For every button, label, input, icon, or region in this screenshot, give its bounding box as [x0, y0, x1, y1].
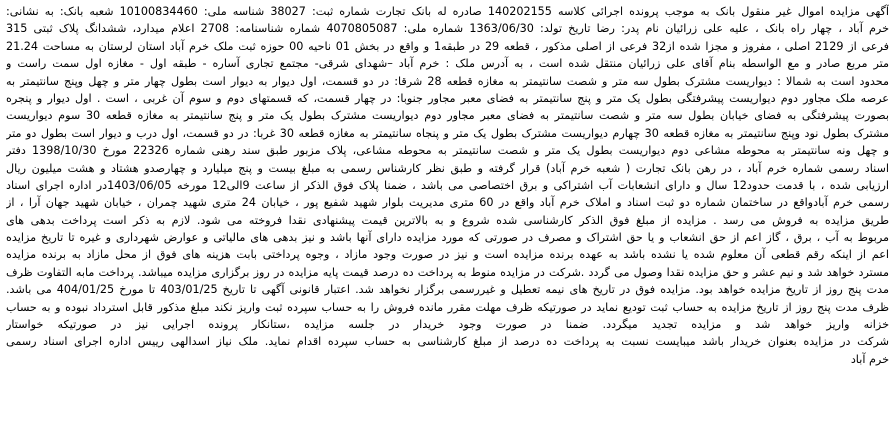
notice-line: عرصه ملک مجاور دوم دیواریست پیشرفتگی بطول یک متر و پنج سانتیمتر به فضای معبر مجاور جنوبا: در چهار قسمت، که قسمتهای دوم و سوم آن غربی ، است . اول دیوار و پنجره [6, 91, 889, 105]
notice-line: اعم از اینکه رقم قطعی آن معلوم شده یا نشده باشد به عهده برنده مزایده است و نیز در صورت وجود مازاد ، وجوه پرداختی بابت هزینه های فوق از محل مازاد به برنده مزایده [6, 248, 889, 262]
notice-line: محدود است به شمالا : دیواریست مشترک بطول سه متر و شصت سانتیمتر به مغازه قطعه 28 شرقا: در دو قسمت، اول دیوار به دیوار است بطول چهار متر و چهل وپنج سانتیمتر به [6, 74, 889, 88]
notice-line: آگهی مزایده اموال غیر منقول بانک به موجب پرونده اجرائی کلاسه 140202155 صادره له بانک تجارت شماره ثبت: 38027 شناسه ملی: 10100834460 شعبه بانک: به نشانی: [6, 5, 889, 18]
notice-line: خرم آباد ، چهار راه بانک ، علیه علی زرائیان نام پدر: رضا تاریخ تولد: 1363/06/30 شماره ملی: 4070805087 شماره شناسنامه: 2708 اعلام میدارد، ششدانگ پلاک ثبتی 315 [6, 22, 889, 36]
notice-line: مشترک بطول نود وپنج سانتیمتر به مغازه قطعه 30 چهارم دیواریست مشترک بطول یک متر و پنجاه سانتیمتر به مغازه قطعه 30 غربا: در دو قسمت، اول درب و دیوار است بطول دو متر [6, 126, 889, 140]
notice-line: فرعی از 2129 اصلی ، مفروز و مجزا شده از32 فرعی از اصلی مذکور ، قطعه 29 در طبقه1 و واقع در بخش 01 ناحیه 00 حوزه ثبت ملک خرم آباد استان لرستان به مساحت 21.24 [6, 39, 889, 53]
notice-line: خزانه واریز خواهد شد و مزایده تجدید میگردد. ضمنا در صورت وجود خریدار در جلسه مزایده ،ستانکار پرونده اجرایی نیز در صورتیکه خواستار [6, 318, 889, 332]
notice-line: ظرف مدت پنج روز از تاریخ مزایده به حساب ثبت تودیع نماید در صورتیکه ظرف مهلت مقرر مانده فروش را به حساب سپرده ثبت واریز نکند مبلغ مذکور قابل استرداد نبوده و به حساب [6, 300, 889, 314]
notice-line: مسترد خواهد شد و نیم عشر و حق مزایده نقدا وصول می گردد .شرکت در مزایده منوط به پرداخت ده درصد قیمت پایه مزایده در روز برگزاری مزایده میباشد. پرداخت مابه التفاوت ظرف [6, 265, 889, 279]
notice-line: مدت پنج روز از تاریخ مزایده خواهد بود. مزایده فوق در تاریخ های نیمه تعطیل و غیررسمی برگزار نخواهد شد. اعتبار قانونی آگهی تا تاریخ 403/01/25 تا مورخ 404/01/25 می باشد. [6, 283, 889, 297]
notice-line: اسناد رسمی شماره خرم آباد ، در رهن بانک تجارت ( شعبه خرم آباد) قرار گرفته و طبق نظر کارشناس رسمی به مبلغ بیست و پنج میلیارد و چهارصدو هشتاد و هشت میلیون ریال [6, 161, 889, 175]
notice-line: مربوط به آب ، برق ، گاز اعم از حق انشعاب و یا حق اشتراک و مصرف در صورتی که مورد مزایده دارای آنها باشد و نیز بدهی های مالیاتی و عوارض شهرداری و غیره تا تاریخ مزایده [6, 231, 889, 245]
notice-line: بصورت پیشرفتگی به فضای خیابان بطول سه متر و شصت سانتیمتر به فضای معبر مجاور دوم دیواریست مشترک بطول یک متر و پنج سانتیمتر به مغازه قطعه 30 سوم دیواریست [6, 109, 889, 123]
notice-line: شرکت در مزایده بعنوان خریدار باشد میبایست نسبت به پرداخت ده درصد از مبلغ کارشناسی به حساب سپرده اقدام نماید. ملک نیاز اسدالهی رییس اداره اجرای اسناد رسمی [6, 335, 889, 349]
notice-line-last: خرم آباد [850, 352, 889, 366]
notice-line: و چهل ونه سانتیمتر به محوطه مشاعی دوم دیواریست بطول یک متر و شصت سانتیمتر به محوطه مشاعی، پلاک مزبور طبق سند رهنی شماره 22326 مورخ 1398/10/30 دفتر [6, 144, 889, 158]
notice-line: ارزیابی شده ، با قدمت حدود12 سال و دارای انشعابات آب اشتراکی و برق اختصاصی می باشد ، ضمنا پلاک فوق الذکر از ساعت 9الی12 مورخه 1403/06/05در اداره اجرای اسناد [6, 178, 889, 192]
notice-line: متر مربع صادر و مع الواسطه بنام آقای علی زرائیان منتقل شده است ، به آدرس ملک : خرم آباد –شهدای شرقی- مجتمع تجاری آساره - طبقه اول - مغازه اول سمت راست و [6, 57, 889, 71]
notice-line: رسمی خرم آبادواقع در ساختمان شماره دو ثبت اسناد و املاک خرم آباد واقع در 60 متری مدیریت بلوار شهید شفیع پور ، خیابان 24 متری شهید چمران ، خیابان شهید جهان آرا ، از [6, 196, 889, 210]
notice-line: طریق مزایده به فروش می رسد . مزایده از مبلغ فوق الذکر کارشناسی شده شروع و به بالاترین قیمت پیشنهادی نقدا فروخته می شود. لازم به ذکر است پرداخت بدهی های [6, 213, 889, 227]
